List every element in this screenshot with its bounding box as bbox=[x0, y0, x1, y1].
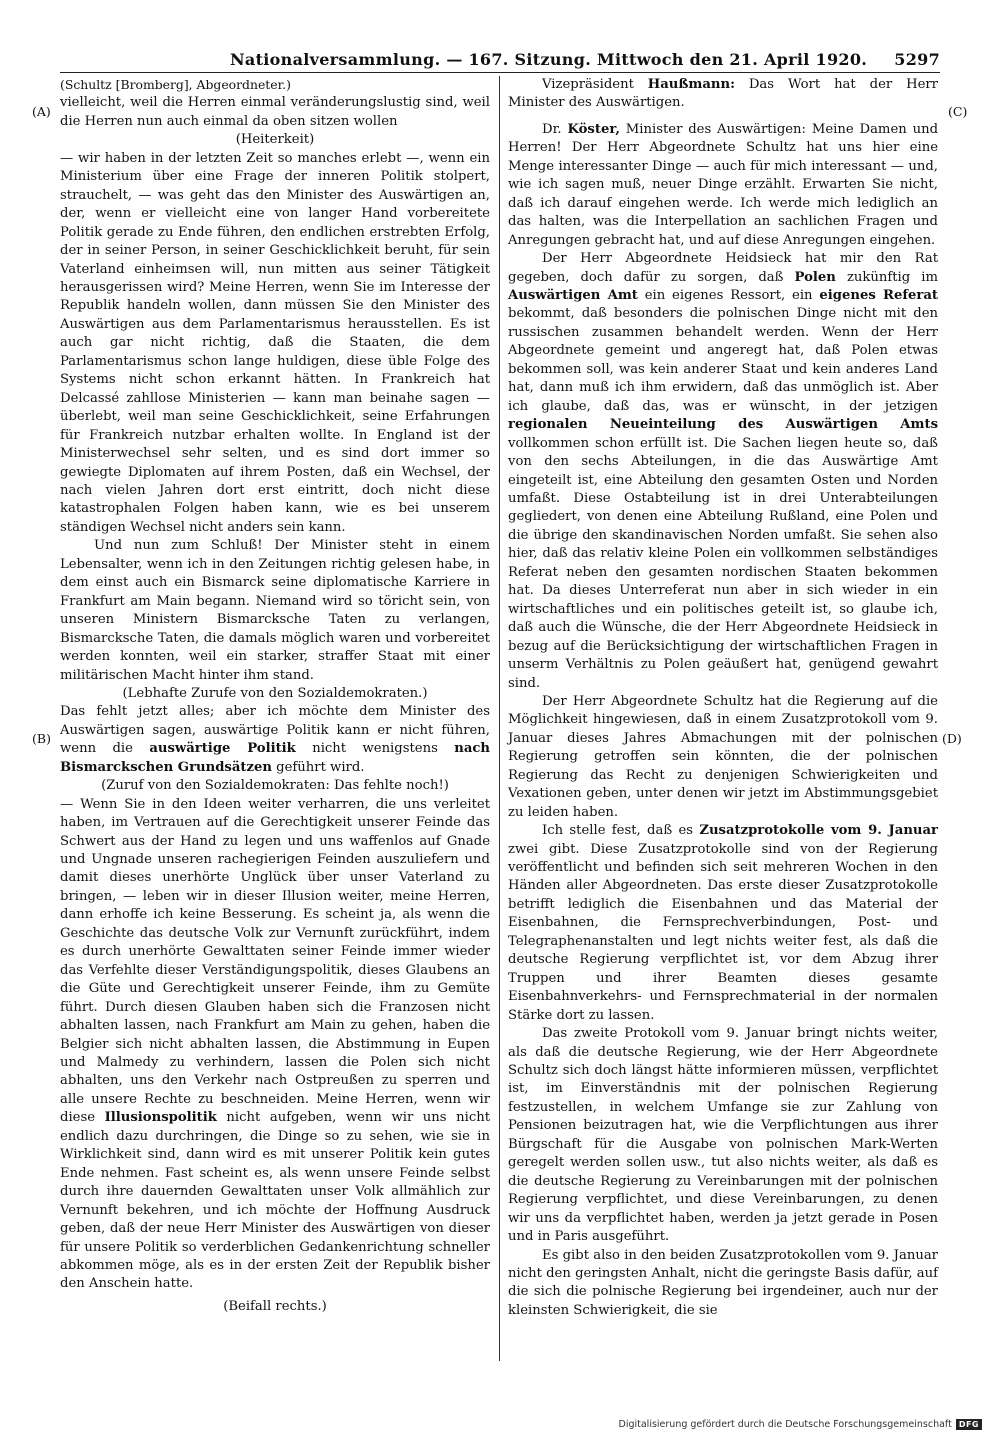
applause-note: (Beifall rechts.) bbox=[223, 1298, 327, 1314]
text-run: Das fehlt jetzt alles; aber ich möchte dem Minister des Auswärtigen sagen, auswärtige Politik kann er nicht führen, wenn die bbox=[60, 704, 490, 757]
margin-marker-c: (C) bbox=[948, 104, 968, 119]
text-run: bekommt, daß besonders die polnischen Dinge nicht mit den russischen zusammen behandelt werden. Wenn der Herr Abgeordnete gemeint und angeregt hat, daß Polen etwas bekommen soll, was kein anderer Staat und kein anderes Land hat, dann muß ich ihm erwidern, daß das unmöglich ist. Aber ich glaube, daß das, was er wünscht, in der jetzigen bbox=[508, 306, 938, 414]
interjection: (Heiterkeit) bbox=[235, 132, 315, 148]
emphasis: nach Bismarckschen Grundsätzen bbox=[60, 741, 490, 775]
emphasis: Illusionspolitik bbox=[104, 1110, 217, 1126]
text-run: — Wenn Sie in den Ideen weiter verharren, die uns verleitet haben, im Vertrauen auf die Gerechtigkeit unserer Feinde das Schwert aus der Hand zu legen und uns waffenlos auf Gnade und Ungnade unseren rachegierigen Feinden auszuliefern und damit dieses unerhörte Unglück über unser Vaterland zu bringen, — leben wir in dieser Illusion weiter, meine Herren, dann erhoffe ich keine Besserung. Es scheint ja, als wenn die Geschichte das deutsche Volk zur Vernunft zurückführt, indem es durch unerhörte Gewalttaten seiner Feinde immer wieder das Verfehlte dieser Verständigungspolitik, dieses Glaubens an die Güte und Gerechtigkeit unserer Feinde, ihm zu Gemüte führt. Durch diesen Glauben haben sich die Franzosen nicht abhalten lassen, nach Frankfurt am Main zu gehen, haben die Belgier sich nicht abhalten lassen, die Abstimmung in Eupen und Malmedy zu verhindern, lassen die Polen sich nicht abhalten, uns den Verkehr nach Ostpreußen zu sperren und alle unsere Rechte zu beschneiden. Meine Herren, wenn wir diese bbox=[60, 796, 490, 1126]
paragraph bbox=[508, 822, 938, 1025]
paragraph: Das zweite Protokoll vom 9. Januar bringt nichts weiter, als daß die deutsche Regierung, wie der Herr Abgeordnete Schultz sich doch längst hätte informieren müssen, verpflichtet ist, im Einverständnis mit der polnischen Regierung festzustellen, in welchem Umfange sie zur Zahlung von Pensionen beizutragen hat, wie die Verpflichtungen aus ihrer Bürgschaft für die Ausgabe von polnischen Mark-Werten geregelt werden sollen usw., tut also nichts weiter, als daß es die deutsche Regierung zu Vereinbarungen mit der polnischen Regierung verpflichtet, und diese Vereinbarungen, zu denen wir uns da verpflichtet haben, werden ja jetzt gerade in Posen und in Paris ausgeführt. bbox=[508, 1026, 938, 1245]
paragraph bbox=[508, 250, 938, 693]
paragraph bbox=[60, 796, 490, 1294]
text-run: vollkommen schon erfüllt ist. Die Sachen liegen heute so, daß von den sechs Abteilungen, in die das Auswärtige Amt eingeteilt ist, eine Abteilung den gesamten Osten und Norden umfaßt. Diese Ostabteilung ist in drei Unterabteilungen gegliedert, von denen eine Abteilung Rußland, eine Polen und die übrige den skandinavischen Norden umfaßt. Sie sehen also hier, daß das relativ kleine Polen ein vollkommen selbständiges Referat neben den gesamten nordischen Staaten bekommen hat. Da dieses Unterreferat nun aber in sich wieder in ein wirtschaftliches und ein politisches geteilt ist, so glaube ich, daß auch die Wünsche, die der Herr Abgeordnete Heidsieck in bezug auf die Berücksichtigung der wirtschaftlichen Fragen in unserm Verhältnis zu Polen geäußert hat, genügend gewahrt sind. bbox=[508, 435, 938, 691]
text-run: Der Herr Abgeordnete Heidsieck hat mir den Rat gegeben, doch dafür zu sorgen, daß bbox=[508, 251, 938, 285]
text-run: Dr. bbox=[542, 121, 568, 137]
text-run: nicht aufgeben, wenn wir uns nicht endlich dazu durchringen, die Dinge so zu sehen, wie sie in Wirklichkeit sind, dann wird es mit unserer Politik kein gutes Ende nehmen. Fast scheint es, als wenn unsere Feinde selbst durch ihre dauernden Gewalttaten unser Volk allmählich zur Vernunft bekehren, und ich möchte der Hoffnung Ausdruck geben, daß der neue Herr Minister des Auswärtigen von dieser für unsere Politik so verderblichen Gedankenrichtung schneller abkommen möge, als es in der ersten Zeit der Republik bisher den Anschein hatte. bbox=[60, 1110, 490, 1292]
text-run: zwei gibt. Diese Zusatzprotokolle sind von der Regierung veröffentlicht und befinden sich seit mehreren Wochen in den Händen aller Abgeordneten. Das erste dieser Zusatzprotokolle betrifft lediglich die Eisenbahnen und das Material der Eisenbahnen, die Fernsprechverbindungen, Post- und Telegraphenanstalten und legt nichts weiter fest, als daß die deutsche Regierung verpflichtet ist, vor dem Abzug ihrer Truppen und ihrer Beamten dieses gesamte Eisenbahnverkehrs- und Fernsprechmaterial in der normalen Stärke dort zu lassen. bbox=[508, 841, 938, 1023]
footer-text: Digitalisierung gefördert durch die Deutsche Forschungsgemeinschaft bbox=[618, 1419, 952, 1430]
page-header bbox=[60, 50, 940, 73]
interjection: (Lebhafte Zurufe von den Sozialdemokraten.) bbox=[122, 685, 428, 701]
header-title: Nationalversammlung. — 167. Sitzung. Mittwoch den 21. April 1920. bbox=[230, 50, 868, 69]
text-run: Das Wort hat der Herr Minister des Auswärtigen. bbox=[508, 77, 938, 111]
paragraph bbox=[60, 703, 490, 777]
text-run: zukünftig im bbox=[835, 269, 938, 285]
text-run: Ich stelle fest, daß es bbox=[542, 823, 700, 839]
text-run: ein eigenes Ressort, ein bbox=[637, 287, 820, 303]
paragraph bbox=[508, 121, 938, 250]
margin-marker-a: (A) bbox=[32, 104, 51, 119]
paragraph: Es gibt also in den beiden Zusatzprotokollen vom 9. Januar nicht den geringsten Anhalt, nicht die geringste Basis dafür, auf die sich die polnische Regierung bei irgendeiner, auch nur der kleinsten Schwierigkeit, die sie bbox=[508, 1247, 938, 1318]
paragraph: vielleicht, weil die Herren einmal veränderungslustig sind, weil die Herren nun auch einmal da oben sitzen wollen bbox=[60, 95, 490, 129]
paragraph: Der Herr Abgeordnete Schultz hat die Regierung auf die Möglichkeit hingewiesen, daß in einem Zusatzprotokoll vom 9. Januar dieses Jahres Abmachungen mit der polnischen Regierung getroffen sein könnten, die der polnischen Regierung das Recht zu denjenigen Schwierigkeiten und Vexationen geben, unter denen wir jetzt im Abstimmungsgebiet zu leiden haben. bbox=[508, 693, 938, 820]
footer-credit bbox=[619, 1419, 982, 1430]
left-column bbox=[60, 76, 490, 1316]
emphasis: Auswärtigen Amt bbox=[508, 287, 638, 303]
text-run: geführt wird. bbox=[271, 759, 365, 775]
text-run: Vizepräsident bbox=[542, 77, 648, 92]
margin-marker-b: (B) bbox=[32, 731, 51, 746]
page-number: 5297 bbox=[894, 50, 940, 69]
speaker-name: Köster, bbox=[567, 121, 620, 137]
column-divider bbox=[499, 76, 500, 1361]
paragraph bbox=[508, 76, 938, 113]
speaker-name: Haußmann: bbox=[647, 77, 735, 92]
paragraph: Und nun zum Schluß! Der Minister steht in einem Lebensalter, wenn ich in den Zeitungen richtig gelesen habe, in dem einst auch ein Bismarck seine diplomatische Karriere in Frankfurt am Main begann. Niemand wird so töricht sein, von unseren Ministern Bismarcksche Taten zu verlangen, Bismarcksche Taten, die damals möglich waren und vorbereitet werden konnten, weil ein starker, straffer Staat mit einer militärischen Macht hinter ihm stand. bbox=[60, 538, 490, 683]
emphasis: auswärtige Politik bbox=[149, 741, 296, 757]
speaker-line: (Schultz [Bromberg], Abgeordneter.) bbox=[60, 77, 291, 92]
emphasis: eigenes Referat bbox=[819, 287, 938, 303]
paragraph: — wir haben in der letzten Zeit so manches erlebt —, wenn ein Ministerium über eine Frage der inneren Politik stolpert, strauchelt, — was geht das den Minister des Auswärtigen an, der, wenn er vielleicht eine von langer Hand vorbereitete Politik gerade zu Ende führen, den endlichen erstrebten Erfolg, der in seiner Person, in seiner Geschicklichkeit beruht, für sein Vaterland einheimsen will, nun mitten aus seiner Tätigkeit herausgerissen wird? Meine Herren, wenn Sie im Interesse der Republik handeln wollen, dann müssen Sie den Minister des Auswärtigen aus dem Parlamentarismus herausstellen. Es ist auch gar nicht richtig, daß die Staaten, die dem Parlamentarismus schon lange huldigen, diese üble Folge des Systems nicht schon erkannt hätten. In Frankreich hat Delcassé zahllose Ministerien — kann man beinahe sagen — überlebt, weil man seine Geschicklichkeit, seine Erfahrungen für Frankreich nutzbar erhalten wollte. In England ist der Ministerwechsel sehr selten, und es sind dort immer so gewiegte Diplomaten auf ihrem Posten, daß ein Wechsel, der nach vielen Jahren dort erst eintritt, doch nicht diese katastrophalen Folgen haben kann, wie es bei unserem ständigen Wechsel nicht anders sein kann. bbox=[60, 150, 490, 535]
margin-marker-d: (D) bbox=[942, 731, 962, 746]
dfg-logo-icon: DFG bbox=[956, 1419, 982, 1430]
text-run: Minister des Auswärtigen: Meine Damen und Herren! Der Herr Abgeordnete Schultz hat uns hier eine Menge interessanter Dinge — auch für mich interessant — und, wie ich sagen muß, neuer Dinge erzählt. Erwarten Sie nicht, daß ich darauf eingehen werde. Ich werde mich lediglich an das halten, was die Interpellation an sachlichen Fragen und Anregungen gebracht hat, und auf diese Anregungen eingehen. bbox=[508, 121, 939, 248]
emphasis: regionalen Neueinteilung des Auswärtigen Amts bbox=[508, 417, 938, 433]
interjection: (Zuruf von den Sozialdemokraten: Das fehlte noch!) bbox=[101, 778, 449, 794]
emphasis: Polen bbox=[794, 269, 836, 285]
emphasis: Zusatzprotokolle vom 9. Januar bbox=[699, 823, 938, 839]
text-run: nicht wenigstens bbox=[295, 741, 455, 757]
right-column bbox=[508, 76, 938, 1320]
